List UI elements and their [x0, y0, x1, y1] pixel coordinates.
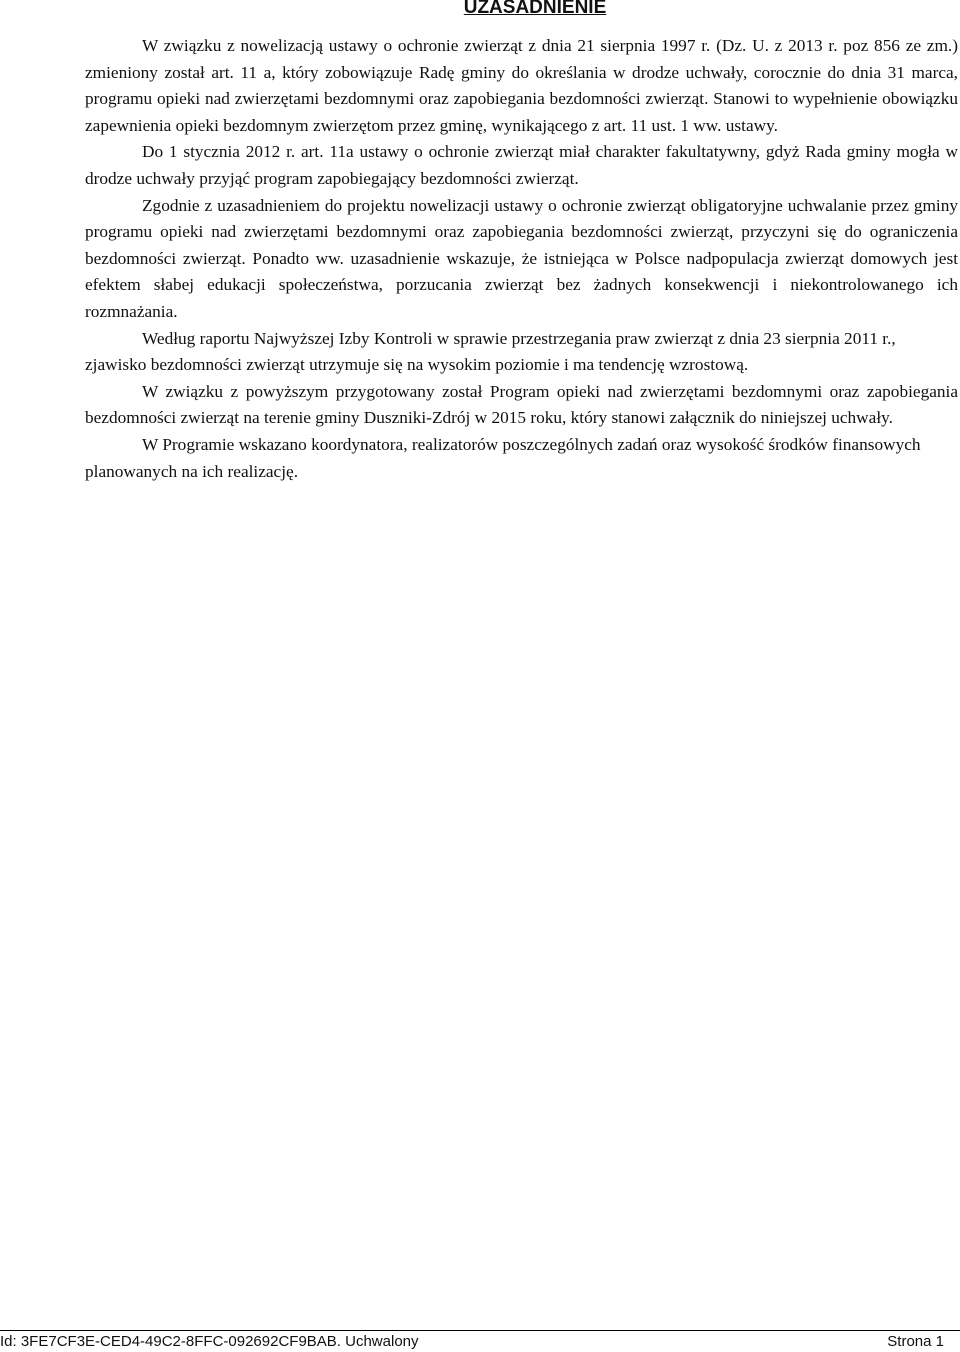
- paragraph-nik-report: Według raportu Najwyższej Izby Kontroli w sprawie przestrzegania praw zwierząt z dnia 23 sierpnia 2011 r., zjawisko bezdomności zwierząt utrzymuje się na wysokim poziomie i ma tendencję wzrostową.: [85, 328, 896, 375]
- paragraph-optional-before-2012: Do 1 stycznia 2012 r. art. 11a ustawy o ochronie zwierząt miał charakter fakultatywny, gdyż Rada gminy mogła w drodze uchwały przyjąć program zapobiegający bezdomności zwierząt.: [85, 142, 958, 188]
- page-number: Strona 1: [887, 1333, 944, 1350]
- paragraph-program-prepared: W związku z powyższym przygotowany został Program opieki nad zwierzętami bezdomnymi oraz zapobiegania bezdomności zwierząt na terenie gminy Duszniki-Zdrój w 2015 roku, który stanowi załącznik do niniejszej uchwały.: [85, 381, 958, 428]
- page-footer: [0, 1330, 960, 1352]
- document-body: [85, 33, 958, 485]
- page-title: UZASADNIENIE: [463, 0, 607, 18]
- paragraph-amendment: W związku z nowelizacją ustawy o ochronie zwierząt z dnia 21 sierpnia 1997 r. (Dz. U. z 2013 r. poz 856 ze zm.) zmieniony został art. 11 a, który zobowiązuje Radę gminy do określania w drodze uchwały, corocznie do dnia 31 marca, programu opieki nad zwierzętami bezdomnymi oraz zapobiegania bezdomności zwierząt. Stanowi to wypełnienie obowiązku zapewnienia opieki bezdomnym zwierzętom przez gminę, wynikającego z art. 11 ust. 1 ww. ustawy.: [85, 36, 958, 135]
- paragraph-coordinator: W Programie wskazano koordynatora, realizatorów poszczególnych zadań oraz wysokość środków finansowych planowanych na ich realizację.: [85, 434, 921, 481]
- document-id: Id: 3FE7CF3E-CED4-49C2-8FFC-092692CF9BAB. Uchwalony: [0, 1333, 419, 1350]
- paragraph-justification: Zgodnie z uzasadnieniem do projektu nowelizacji ustawy o ochronie zwierząt obligatoryjne uchwalanie przez gminy programu opieki nad zwierzętami bezdomnymi oraz zapobiegania bezdomności zwierząt, przyczyni się do ograniczenia bezdomności zwierząt. Ponadto ww. uzasadnienie wskazuje, że istniejąca w Polsce nadpopulacja zwierząt domowych jest efektem słabej edukacji społeczeństwa, porzucania zwierząt bez żadnych konsekwencji i niekontrolowanego ich rozmnażania.: [85, 195, 958, 321]
